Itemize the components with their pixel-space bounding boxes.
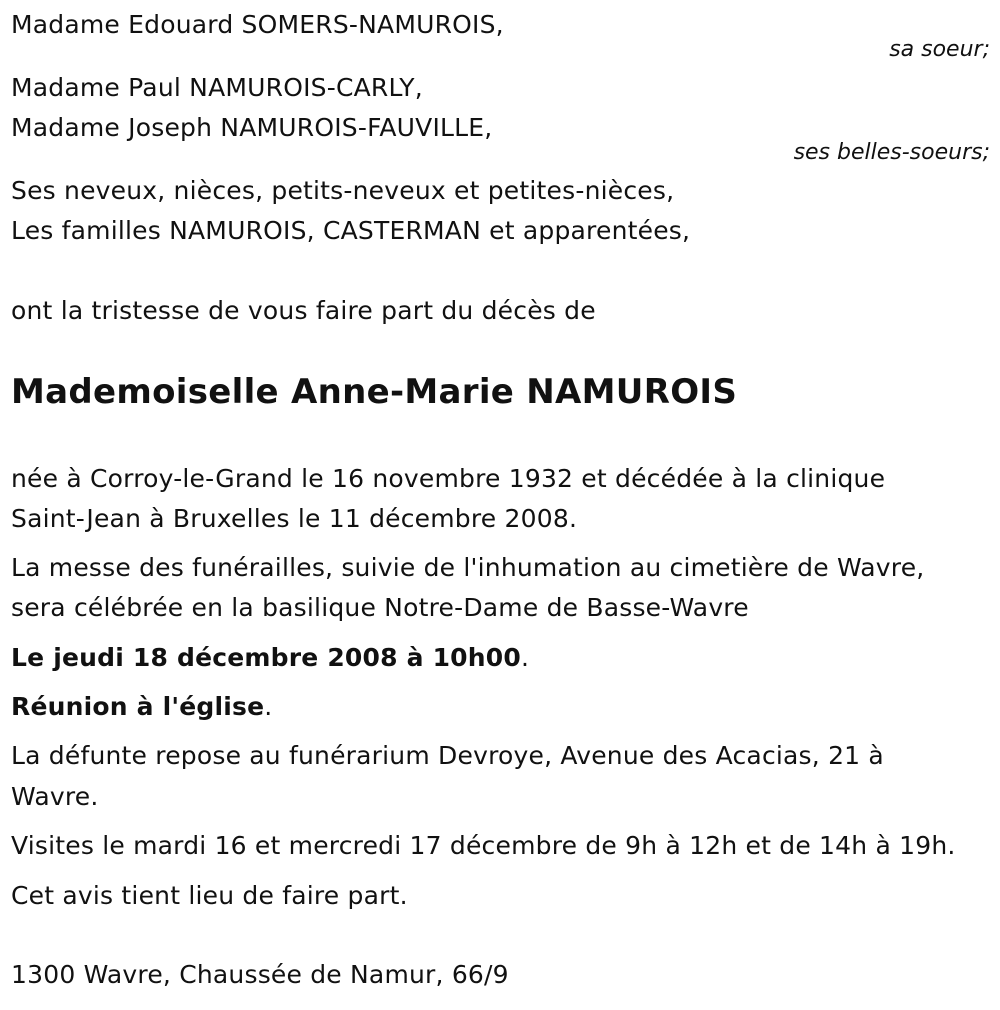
ceremony-date — [11, 643, 529, 673]
meeting-line — [11, 692, 272, 722]
birth-line-1: née à Corroy-le-Grand le 16 novembre 1932 et décédée à la clinique — [11, 464, 886, 493]
rest-line-2: Wavre. — [11, 782, 99, 811]
sisters-in-law-relation: ses belles-soeurs; — [793, 140, 990, 165]
sister-in-law-1: Madame Paul NAMUROIS-CARLY, — [11, 73, 423, 102]
mass-line-2: sera célébrée en la basilique Notre-Dame de Basse-Wavre — [11, 593, 749, 622]
meeting-period: . — [264, 692, 273, 721]
rest-line-1: La défunte repose au funérarium Devroye, Avenue des Acacias, 21 à — [11, 741, 884, 770]
announcement: ont la tristesse de vous faire part du décès de — [11, 296, 596, 325]
notice-line: Cet avis tient lieu de faire part. — [11, 881, 408, 910]
ceremony-date-period: . — [520, 643, 530, 672]
deceased-name: Mademoiselle Anne-Marie NAMUROIS — [11, 372, 738, 412]
families-line: Les familles NAMUROIS, CASTERMAN et apparentées, — [11, 216, 691, 245]
meeting-bold: Réunion à l'église — [11, 692, 265, 721]
birth-line-2: Saint-Jean à Bruxelles le 11 décembre 2008. — [11, 504, 578, 533]
ceremony-date-bold: Le jeudi 18 décembre 2008 à 10h00 — [11, 643, 521, 672]
address-line: 1300 Wavre, Chaussée de Namur, 66/9 — [11, 960, 509, 989]
sister-name: Madame Edouard SOMERS-NAMUROIS, — [11, 10, 504, 39]
sister-relation: sa soeur; — [889, 37, 990, 62]
nephews-line: Ses neveux, nièces, petits-neveux et petites-nièces, — [11, 176, 675, 205]
visits-line: Visites le mardi 16 et mercredi 17 décembre de 9h à 12h et de 14h à 19h. — [11, 831, 956, 860]
sister-in-law-2: Madame Joseph NAMUROIS-FAUVILLE, — [11, 113, 493, 142]
mass-line-1: La messe des funérailles, suivie de l'inhumation au cimetière de Wavre, — [11, 553, 925, 582]
